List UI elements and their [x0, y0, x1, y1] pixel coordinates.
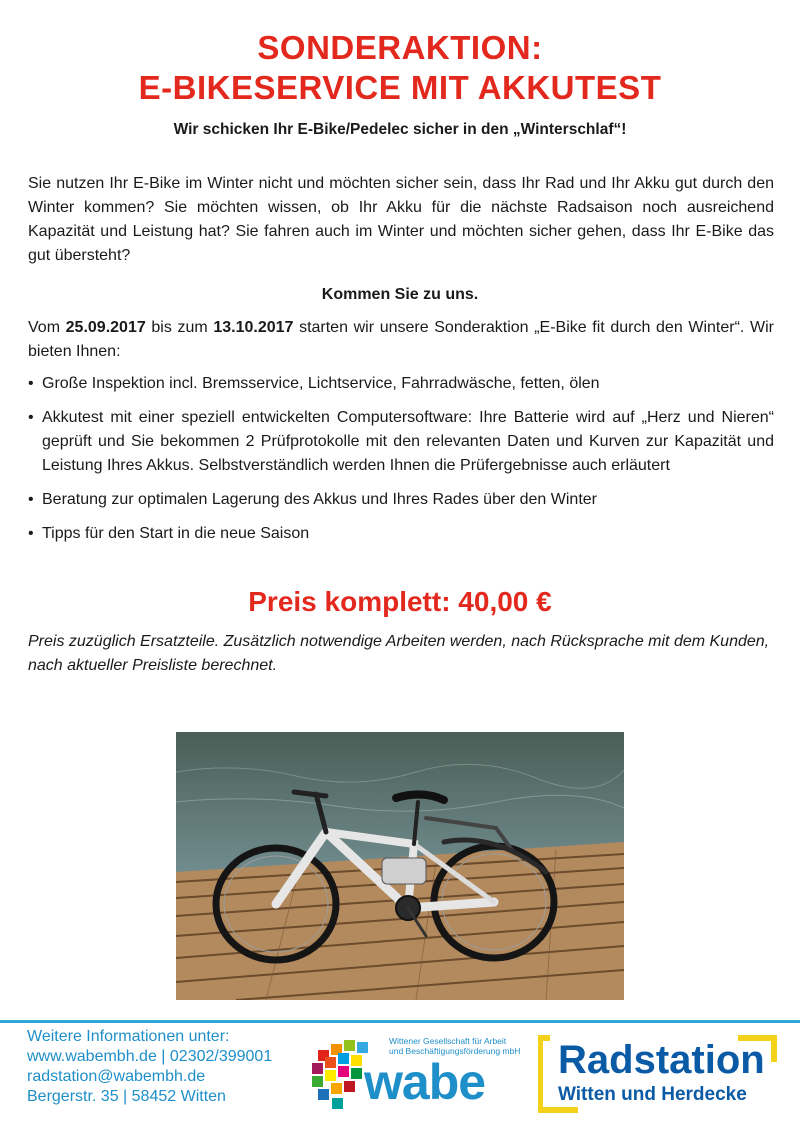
footer-divider: [0, 1020, 800, 1023]
price-heading: Preis komplett: 40,00 €: [248, 586, 552, 617]
dates-middle: bis zum: [145, 319, 214, 336]
wabe-tagline-line-1: Wittener Gesellschaft für Arbeit: [389, 1036, 507, 1046]
call-to-action: Kommen Sie zu uns.: [321, 286, 479, 303]
bullet-icon: •: [28, 409, 34, 426]
list-item: [28, 406, 774, 478]
list-item-text: Akkutest mit einer speziell entwickelten Computersoftware: Ihre Batterie wird auf „Herz und Nieren“ geprüft und Sie bekommen 2 Prüfprotokolle mit den relevanten Daten und Kurven zur Kapazität und Leistung Ihres Akkus. Selbstverständlich werden Ihnen die Prüfergebnisse auch erläutert: [42, 409, 774, 474]
radstation-wordmark: Radstation: [558, 1038, 765, 1082]
bullet-icon: •: [28, 491, 34, 508]
contact-block: [27, 1027, 272, 1107]
wabe-tagline: [389, 1036, 520, 1056]
list-item: [28, 488, 774, 512]
contact-email[interactable]: radstation@wabembh.de: [27, 1068, 206, 1085]
list-item: [28, 522, 774, 546]
bullet-icon: •: [28, 375, 34, 392]
page-title: [0, 28, 800, 108]
dates-suffix: starten wir unsere Sonderaktion „E-Bike fit durch den Winter“. Wir bieten Ihnen:: [28, 319, 774, 360]
title-line-2: E-BIKESERVICE MIT AKKUTEST: [138, 69, 662, 106]
intro-paragraph: Sie nutzen Ihr E-Bike im Winter nicht und möchten sicher sein, dass Ihr Rad und Ihr Akku gut durch den Winter kommen? Sie möchten wissen, ob Ihr Akku für die nächste Radsaison noch ausreichend Kapazität und Leistung hat? Sie fahren auch im Winter und möchten sicher gehen, dass Ihr E-Bike das gut übersteht?: [28, 175, 774, 264]
wabe-mosaic-icon: [312, 1040, 368, 1109]
end-date: 13.10.2017: [213, 319, 294, 336]
wabe-tagline-line-2: und Beschäftigungsförderung mbH: [389, 1046, 521, 1056]
price-note: Preis zuzüglich Ersatzteile. Zusätzlich notwendige Arbeiten werden, nach Rücksprache mit dem Kunden, nach aktueller Preisliste berechnet.: [28, 633, 770, 674]
dates-paragraph: [28, 316, 774, 364]
e-bike-photo: [176, 732, 624, 1000]
contact-heading: Weitere Informationen unter:: [27, 1028, 230, 1045]
list-item-text: Große Inspektion incl. Bremsservice, Lichtservice, Fahrradwäsche, fetten, ölen: [42, 375, 600, 392]
list-item: [28, 372, 774, 396]
radstation-subtitle: Witten und Herdecke: [558, 1084, 747, 1105]
bullet-icon: •: [28, 525, 34, 542]
contact-web-phone[interactable]: www.wabembh.de | 02302/399001: [27, 1048, 273, 1065]
list-item-text: Beratung zur optimalen Lagerung des Akkus und Ihres Rades über den Winter: [42, 491, 597, 508]
start-date: 25.09.2017: [65, 319, 146, 336]
dates-prefix: Vom: [28, 319, 66, 336]
subtitle: Wir schicken Ihr E-Bike/Pedelec sicher in den „Winterschlaf“!: [173, 121, 627, 138]
service-list: [28, 372, 774, 556]
title-line-1: SONDERAKTION:: [257, 29, 543, 66]
list-item-text: Tipps für den Start in die neue Saison: [42, 525, 310, 542]
contact-address: Bergerstr. 35 | 58452 Witten: [27, 1088, 226, 1105]
wabe-wordmark: wabe: [364, 1054, 486, 1110]
